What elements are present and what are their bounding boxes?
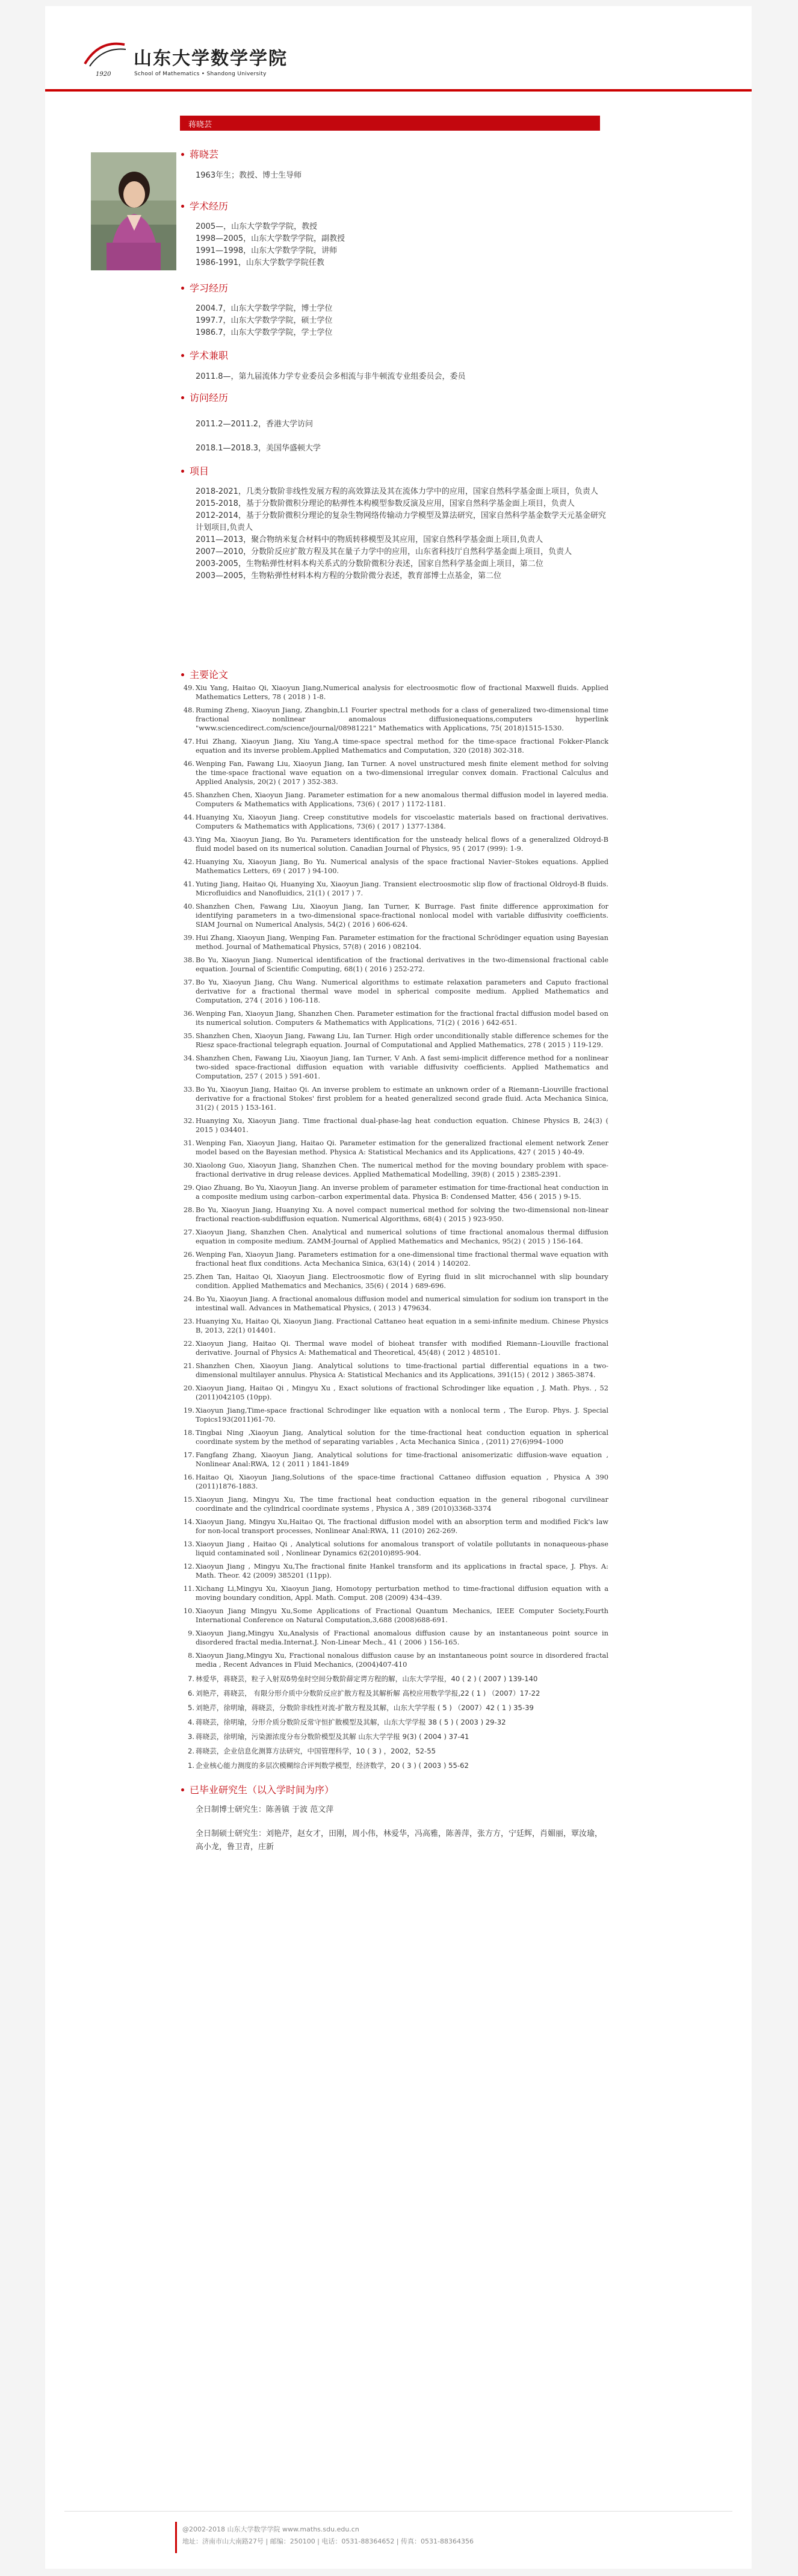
section-line: 1998—2005，山东大学数学学院，副教授 (196, 234, 345, 243)
paper-citation: Xiaoyun Jiang, Haitao Qi , Mingyu Xu , Exact solutions of fractional Schrodinger like equation , J. Math. Phys. , 52 (2011)042105 (10pp). (196, 1384, 608, 1401)
paper-citation: Xiaoyun Jiang,Mingyu Xu,Analysis of Fractional anomalous diffusion cause by an instantaneous point source in disordered fractal media.Internat.J. Non-Linear Mech., 41 ( 2006 ) 156-165. (196, 1629, 608, 1646)
paper-item (180, 1428, 608, 1446)
section-title: 主要论文 (180, 668, 608, 681)
school-emblem-icon (81, 36, 129, 84)
paper-number: 22. (183, 1339, 194, 1348)
section-title: 学术经历 (180, 200, 608, 213)
paper-item (180, 1116, 608, 1134)
paper-citation: Haitao Qi, Xiaoyun Jiang,Solutions of the space-time fractional Cattaneo diffusion equation , Physica A 390 (2011)1876-1883. (196, 1473, 608, 1490)
paper-number: 20. (183, 1384, 194, 1392)
paper-number: 21. (183, 1361, 194, 1370)
paper-citation: Bo Yu, Xiaoyun Jiang, Haitao Qi. An inverse problem to estimate an unknown order of a Riemann–Liouville fractional derivative for a fractional Stokes' first problem for a heated generalized second grade fluid. Acta Mechanica Sinica, 31(2) ( 2015 ) 153-161. (196, 1085, 608, 1112)
paper-item (180, 1161, 608, 1179)
section-line: 1997.7，山东大学数学学院，硕士学位 (196, 316, 333, 325)
section-title: 学术兼职 (180, 349, 608, 362)
paper-number: 13. (183, 1540, 194, 1548)
paper-item (180, 1747, 608, 1756)
paper-number: 10. (183, 1607, 194, 1615)
paper-item (180, 1517, 608, 1535)
section-title: 访问经历 (180, 391, 608, 404)
site-logo[interactable] (81, 36, 346, 84)
paper-citation: Shanzhen Chen, Xiaoyun Jiang, Fawang Liu, Ian Turner. High order unconditionally stable difference schemes for the Riesz space-fractional telegraph equation. Journal of Computational and Applied Mathematics, 278 ( 2015 ) 119-129. (196, 1031, 608, 1049)
paper-citation: Hui Zhang, Xiaoyun Jiang, Xiu Yang,A time-space spectral method for the time-space fractional Fokker-Planck equation and its inverse problem.Applied Mathematics and Computation, 320 (2018) 302-318. (196, 737, 608, 754)
paper-citation: Hui Zhang, Xiaoyun Jiang, Wenping Fan. Parameter estimation for the fractional Schrödinger equation using Bayesian method. Journal of Mathematical Physics, 57(8) ( 2016 ) 082104. (196, 933, 608, 951)
paper-citation: Xiaoyun Jiang, Shanzhen Chen. Analytical and numerical solutions of time fractional anomalous thermal diffusion equation in composite medium. ZAMM-Journal of Applied Mathematics and Mechanics, 95(2) ( 2015 ) 156-164. (196, 1228, 608, 1245)
paper-item (180, 933, 608, 951)
paper-citation: Bo Yu, Xiaoyun Jiang, Chu Wang. Numerical algorithms to estimate relaxation parameters and Caputo fractional derivative for a fractional thermal wave model in spherical composite medium. Applied Mathematics and Computation, 274 ( 2016 ) 106-118. (196, 978, 608, 1004)
paper-item (180, 902, 608, 929)
paper-item (180, 1206, 608, 1224)
paper-number: 8. (188, 1651, 194, 1660)
paper-citation: Wenping Fan, Xiaoyun Jiang, Haitao Qi. Parameter estimation for the generalized fractional element network Zener model based on the Bayesian method. Physica A: Statistical Mechanics and its Applications, 427 ( 2015 ) 40-49. (196, 1139, 608, 1156)
paper-number: 42. (183, 857, 194, 866)
section-work (180, 200, 608, 282)
paper-item (180, 1406, 608, 1424)
paper-number: 7. (187, 1675, 194, 1683)
portrait-image (91, 152, 176, 270)
profile-photo (91, 152, 176, 270)
paper-item (180, 1250, 608, 1268)
paper-citation: Xiaoyun Jiang, Mingyu Xu, The time fractional heat conduction equation in the general ribogonal curvilinear coordinate and the cylindrical coordinate systems , Physica A , 389 (2010)3368-3374 (196, 1495, 608, 1513)
paper-citation: Qiao Zhuang, Bo Yu, Xiaoyun Jiang. An inverse problem of parameter estimation for time-fractional heat conduction in a composite medium using carbon–carbon experimental data. Physica B: Condensed Matter, 456 ( 2015 ) 9-15. (196, 1183, 608, 1201)
paper-citation: 蒋晓芸，徐明瑜，污染源浓度分布分数阶模型及其解 山东大学学报 9(3) ( 2004 ) 37-41 (196, 1732, 469, 1741)
section-line: 2011.8—，第九届流体力学专业委员会多相流与非牛顿流专业组委员会，委员 (196, 372, 466, 381)
paper-item (180, 1629, 608, 1647)
paper-item (180, 1085, 608, 1112)
footer-accent-bar (175, 2522, 177, 2553)
section-education (180, 282, 608, 349)
section-line: 1963年生；教授、博士生导师 (196, 171, 302, 180)
paper-citation: Huanying Xu, Xiaoyun Jiang. Time fractional dual-phase-lag heat conduction equation. Chinese Physics B, 24(3) ( 2015 ) 034401. (196, 1116, 608, 1134)
paper-number: 48. (183, 706, 194, 714)
paper-number: 6. (187, 1689, 194, 1697)
paper-citation: Xichang Li,Mingyu Xu, Xiaoyun Jiang, Homotopy perturbation method to time-fractional diffusion equation with a moving boundary condition, Appl. Math. Comput. 208 (2009) 434–439. (196, 1584, 608, 1602)
logo-year: 1920 (96, 71, 111, 78)
section-projects (180, 465, 608, 668)
paper-item (180, 1473, 608, 1491)
paper-item (180, 978, 608, 1005)
phd-students: 全日制博士研究生：陈善镇 于波 范文萍 (196, 1805, 334, 1814)
paper-item (180, 1339, 608, 1357)
paper-citation: Xiaolong Guo, Xiaoyun Jiang, Shanzhen Chen. The numerical method for the moving boundary problem with space-fractional derivative in drug release devices. Applied Mathematical Modelling, 39(8) ( 2015 ) 2385-2391. (196, 1161, 608, 1178)
paper-item (180, 1031, 608, 1050)
paper-item (180, 1384, 608, 1402)
logo-title-en: School of Mathematics • Shandong University (134, 71, 267, 77)
footer-copyright: @2002-2018 山东大学数学学院 www.maths.sdu.edu.cn (182, 2525, 359, 2533)
paper-citation: Yuting Jiang, Haitao Qi, Huanying Xu, Xiaoyun Jiang. Transient electroosmotic slip flow of fractional Oldroyd-B fluids. Microfluidics and Nanofluidics, 21(1) ( 2017 ) 7. (196, 880, 608, 897)
section-papers (180, 668, 608, 1770)
paper-list (180, 683, 608, 1770)
footer-divider (64, 2511, 732, 2512)
paper-citation: Bo Yu, Xiaoyun Jiang. A fractional anomalous diffusion model and numerical simulation for sodium ion transport in the intestinal wall. Advances in Mathematical Physics, ( 2013 ) 479634. (196, 1295, 608, 1312)
paper-citation: Ying Ma, Xiaoyun Jiang, Bo Yu. Parameters identification for the unsteady helical flows of a generalized Oldroyd-B fluid model based on its numerical solution. Canadian Journal of Physics, 95 ( 2017 (999): 1-9. (196, 835, 608, 853)
paper-item (180, 835, 608, 853)
paper-number: 44. (183, 813, 194, 821)
paper-citation: 林爱华，蒋晓芸，粒子入射双δ势垒时空间分数阶薛定谔方程的解，山东大学学报，40 ( 2 ) ( 2007 ) 139-140 (196, 1675, 538, 1683)
page (45, 6, 752, 2569)
paper-item (180, 706, 608, 733)
section-line: 2011.2—2011.2，香港大学访问 (196, 420, 313, 429)
paper-number: 28. (183, 1206, 194, 1214)
section-line: 2018-2021，几类分数阶非线性发展方程的高效算法及其在流体力学中的应用，国家自然科学基金面上项目，负责人 (196, 487, 598, 496)
paper-item (180, 759, 608, 786)
section-visits (180, 391, 608, 465)
paper-citation: Xiaoyun Jiang, Haitao Qi. Thermal wave model of bioheat transfer with modified Riemann–Liouville fractional derivative. Journal of Physics A: Mathematical and Theoretical, 45(48) ( 2012 ) 485101. (196, 1339, 608, 1357)
paper-number: 24. (183, 1295, 194, 1303)
paper-number: 11. (183, 1584, 194, 1593)
paper-number: 37. (183, 978, 194, 986)
paper-number: 19. (183, 1406, 194, 1414)
paper-number: 33. (183, 1085, 194, 1094)
section-line: 1986.7，山东大学数学学院，学士学位 (196, 328, 333, 337)
paper-number: 39. (183, 933, 194, 942)
paper-item (180, 737, 608, 755)
paper-item (180, 956, 608, 974)
section-line: 1986-1991，山东大学数学学院任教 (196, 258, 324, 267)
paper-item (180, 1054, 608, 1081)
paper-number: 4. (187, 1718, 194, 1726)
section-line: 2011—2013，聚合物纳米复合材料中的物质转移模型及其应用，国家自然科学基金面上项目,负责人 (196, 535, 543, 544)
paper-item (180, 1495, 608, 1513)
section-students (180, 1784, 608, 1854)
paper-number: 18. (183, 1428, 194, 1437)
header-divider (45, 89, 752, 92)
paper-item (180, 1732, 608, 1741)
paper-citation: Tingbai Ning ,Xiaoyun Jiang, Analytical solution for the time-fractional heat conduction equation in spherical coordinate system by the method of separating variables , Acta Mechanica Sinica , (2011) 27(6)994–1000 (196, 1428, 608, 1446)
paper-number: 36. (183, 1009, 194, 1018)
paper-number: 25. (183, 1272, 194, 1281)
paper-item (180, 1272, 608, 1290)
paper-number: 40. (183, 902, 194, 910)
paper-number: 15. (183, 1495, 194, 1504)
paper-citation: Xiu Yang, Haitao Qi, Xiaoyun Jiang,Numerical analysis for electroosmotic flow of fractional Maxwell fluids. Applied Mathematics Letters, 78 ( 2018 ) 1-8. (196, 683, 608, 701)
section-line: 2003—2005，生物粘弹性材料本构方程的分数阶微分表述，教育部博士点基金，第二位 (196, 571, 502, 580)
paper-item (180, 1718, 608, 1727)
paper-citation: Xiaoyun Jiang , Haitao Qi , Analytical solutions for anomalous transport of volatile pollutants in nonaqueous-phase liquid contaminated soil , Nonlinear Dynamics 62(2010)895-904. (196, 1540, 608, 1557)
profile-content (180, 148, 608, 1854)
paper-item (180, 1361, 608, 1380)
paper-number: 9. (188, 1629, 194, 1637)
paper-citation: Xiaoyun Jiang,Time-space fractional Schrodinger like equation with a nonlocal term , The Europ. Phys. J. Special Topics193(2011)61-70. (196, 1406, 608, 1423)
paper-citation: Shanzhen Chen, Fawang Liu, Xiaoyun Jiang, Ian Turner, K Burrage. Fast finite difference approximation for identifying parameters in a two-dimensional space-fractional nonlocal model with variable diffusivity coefficients. SIAM Journal on Numerical Analysis, 54(2) ( 2016 ) 606-624. (196, 902, 608, 929)
section-line: 2018.1—2018.3，美国华盛顿大学 (196, 444, 321, 453)
paper-citation: Bo Yu, Xiaoyun Jiang, Huanying Xu. A novel compact numerical method for solving the two-dimensional non-linear fractional reaction-subdiffusion equation. Numerical Algorithms, 68(4) ( 2015 ) 923-950. (196, 1206, 608, 1223)
paper-number: 16. (183, 1473, 194, 1481)
section-line: 2004.7，山东大学数学学院，博士学位 (196, 304, 333, 313)
paper-number: 1. (187, 1761, 194, 1770)
section-line: 2007—2010，分数阶反应扩散方程及其在量子力学中的应用，山东省科技厅自然科学基金面上项目，负责人 (196, 547, 572, 556)
paper-citation: Shanzhen Chen, Fawang Liu, Xiaoyun Jiang, Ian Turner, V Anh. A fast semi-implicit difference method for a nonlinear two-sided space-fractional diffusion equation with variable diffusivity coefficients. Applied Mathematics and Computation, 257 ( 2015 ) 591-601. (196, 1054, 608, 1080)
paper-citation: Bo Yu, Xiaoyun Jiang. Numerical identification of the fractional derivatives in the two-dimensional fractional cable equation. Journal of Scientific Computing, 68(1) ( 2016 ) 252-272. (196, 956, 608, 973)
paper-item (180, 1295, 608, 1313)
paper-citation: 蒋晓芸，企业信息化测算方法研究，中国管理科学，10 ( 3 ) ，2002，52-55 (196, 1747, 436, 1755)
section-title: 项目 (180, 465, 608, 478)
paper-citation: Shanzhen Chen, Xiaoyun Jiang. Analytical solutions to time-fractional partial differential equations in a two-dimensional multilayer annulus. Physica A: Statistical Mechanics and its Applications, 391(15) ( 2012 ) 3865-3874. (196, 1361, 608, 1379)
paper-number: 38. (183, 956, 194, 964)
paper-number: 31. (183, 1139, 194, 1147)
paper-item (180, 1675, 608, 1684)
paper-citation: Xiaoyun Jiang , Mingyu Xu,The fractional finite Hankel transform and its applications in fractal space, J. Phys. A: Math. Theor. 42 (2009) 385201 (11pp). (196, 1562, 608, 1579)
paper-number: 45. (183, 791, 194, 799)
master-students: 全日制硕士研究生：刘艳芹，赵女才，田刚，周小伟，林爱华，冯高雅，陈善萍，张方方，宁廷辉，肖媚丽，覃汝瑜，高小龙，鲁卫青，庄新 (196, 1829, 603, 1852)
page-title: 蒋晓芸 (188, 120, 212, 129)
paper-number: 27. (183, 1228, 194, 1236)
paper-number: 46. (183, 759, 194, 768)
paper-number: 2. (187, 1747, 194, 1755)
paper-item (180, 1139, 608, 1157)
paper-citation: 刘艳芹，徐明瑜，蒋晓芸，分数阶非线性对流-扩散方程及其解，山东大学学报 ( 5 ) （2007）42 ( 1 ) 35-39 (196, 1703, 534, 1712)
paper-item (180, 1651, 608, 1669)
paper-citation: Fangfang Zhang, Xiaoyun Jiang, Analytical solutions for time-fractional anisomerizatic diffusion-wave equation , Nonlinear Anal:RWA, 12 ( 2011 ) 1841-1849 (196, 1451, 608, 1468)
paper-number: 3. (187, 1732, 194, 1741)
paper-citation: Xiaoyun Jiang, Mingyu Xu,Haitao Qi, The fractional diffusion model with an absorption term and modified Fick's law for non-local transport processes, Nonlinear Anal:RWA, 11 (2010) 262-269. (196, 1517, 608, 1535)
section-line: 2003-2005，生物粘弹性材料本构关系式的分数阶微积分表述，国家自然科学基金面上项目，第二位 (196, 559, 543, 568)
paper-item (180, 1703, 608, 1713)
paper-number: 17. (183, 1451, 194, 1459)
paper-item (180, 880, 608, 898)
paper-number: 5. (187, 1703, 194, 1712)
site-header (45, 6, 752, 90)
paper-item (180, 1451, 608, 1469)
paper-number: 47. (183, 737, 194, 745)
paper-item (180, 1562, 608, 1580)
paper-citation: Ruming Zheng, Xiaoyun Jiang, Zhangbin,L1 Fourier spectral methods for a class of generalized two-dimensional time fractional nonlinear anomalous diffusionequations,computers hyperlink "www.sciencedirect.com/science/journal/08981221" Mathematics with Applications, 75( 2018)1515-1530. (196, 706, 608, 732)
section-service (180, 349, 608, 391)
section-line: 2015-2018，基于分数阶微积分理论的粘弹性本构模型参数反演及应用，国家自然科学基金面上项目，负责人 (196, 499, 575, 508)
paper-citation: Wenping Fan, Fawang Liu, Xiaoyun Jiang, Ian Turner. A novel unstructured mesh finite element method for solving the time-space fractional wave equation on a two-dimensional irregular convex domain. Fractional Calculus and Applied Analysis, 20(2) ( 2017 ) 352-383. (196, 759, 608, 786)
paper-citation: Huanying Xu, Haitao Qi, Xiaoyun Jiang. Fractional Cattaneo heat equation in a semi-infinite medium. Chinese Physics B, 2013, 22(1) 014401. (196, 1317, 608, 1334)
paper-item (180, 1540, 608, 1558)
section-basic (180, 148, 608, 182)
section-line: 2012-2014，基于分数阶微积分理论的复杂生物网络传输动力学模型及算法研究，国家自然科学基金数学天元基金研究计划项目,负责人 (196, 511, 606, 532)
paper-item (180, 1584, 608, 1602)
section-title: 已毕业研究生（以入学时间为序） (180, 1784, 608, 1796)
section-line: 2005—，山东大学数学学院，教授 (196, 222, 318, 231)
paper-item (180, 857, 608, 876)
paper-number: 23. (183, 1317, 194, 1325)
paper-citation: Wenping Fan, Xiaoyun Jiang. Parameters estimation for a one-dimensional time fractional thermal wave equation with fractional heat flux conditions. Acta Mechanica Sinica, 63(14) ( 2014 ) 140202. (196, 1250, 608, 1268)
paper-item (180, 1607, 608, 1625)
paper-number: 30. (183, 1161, 194, 1169)
section-title: 学习经历 (180, 282, 608, 294)
paper-citation: Xiaoyun Jiang,Mingyu Xu, Fractional nonalous diffusion cause by an instantaneous point source in disordered fractal media , Recent Advances in Fluid Mechanics, (2004)407-410 (196, 1651, 608, 1669)
paper-number: 35. (183, 1031, 194, 1040)
name-title-bar (180, 116, 600, 131)
paper-number: 26. (183, 1250, 194, 1258)
paper-item (180, 683, 608, 702)
section-line: 1991—1998，山东大学数学学院，讲师 (196, 246, 338, 255)
paper-citation: Xiaoyun Jiang Mingyu Xu,Some Applications of Fractional Quantum Mechanics, IEEE Computer Society,Fourth International Conference on Natural Computation,3,688 (2008)688-691. (196, 1607, 608, 1624)
paper-number: 34. (183, 1054, 194, 1062)
paper-item (180, 1689, 608, 1698)
paper-citation: Huanying Xu, Xiaoyun Jiang, Bo Yu. Numerical analysis of the space fractional Navier–Stokes equations. Applied Mathematics Letters, 69 ( 2017 ) 94-100. (196, 857, 608, 875)
paper-item (180, 1228, 608, 1246)
paper-citation: Wenping Fan, Xiaoyun Jiang, Shanzhen Chen. Parameter estimation for the fractional fractal diffusion model based on its numerical solution. Computers & Mathematics with Applications, 71(2) ( 2016 ) 642-651. (196, 1009, 608, 1027)
paper-number: 14. (183, 1517, 194, 1526)
paper-item (180, 1009, 608, 1027)
paper-number: 32. (183, 1116, 194, 1125)
paper-number: 12. (183, 1562, 194, 1570)
paper-item (180, 813, 608, 831)
paper-item (180, 1317, 608, 1335)
logo-title-cn: 山东大学数学学院 (134, 48, 288, 69)
paper-number: 41. (183, 880, 194, 888)
paper-number: 29. (183, 1183, 194, 1192)
paper-citation: 刘艳芹，蒋晓芸， 有限分形介质中分数阶反应扩散方程及其解析解 高校应用数学学报,22 ( 1 ) （2007）17-22 (196, 1689, 540, 1697)
section-title: 蒋晓芸 (180, 148, 608, 161)
paper-item (180, 1761, 608, 1770)
paper-citation: Zhen Tan, Haitao Qi, Xiaoyun Jiang. Electroosmotic flow of Eyring fluid in slit microchannel with slip boundary condition. Applied Mathematics and Mechanics, 35(6) ( 2014 ) 689-696. (196, 1272, 608, 1290)
paper-citation: Shanzhen Chen, Xiaoyun Jiang. Parameter estimation for a new anomalous thermal diffusion model in layered media. Computers & Mathematics with Applications, 73(6) ( 2017 ) 1172-1181. (196, 791, 608, 808)
paper-citation: 蒋晓芸，徐明瑜，分形介质分数阶反常守恒扩散模型及其解，山东大学学报 38 ( 5 ) ( 2003 ) 29-32 (196, 1718, 506, 1726)
site-footer (45, 2511, 752, 2569)
paper-item (180, 1183, 608, 1201)
footer-contact: 地址：济南市山大南路27号 | 邮编：250100 | 电话：0531-88364652 | 传真：0531-88364356 (182, 2537, 474, 2545)
paper-citation: 企业核心能力测度的多层次模糊综合评判数学模型，经济数学，20 ( 3 ) ( 2003 ) 55-62 (196, 1761, 469, 1770)
paper-item (180, 791, 608, 809)
paper-citation: Huanying Xu, Xiaoyun Jiang. Creep constitutive models for viscoelastic materials based on fractional derivatives. Computers & Mathematics with Applications, 73(6) ( 2017 ) 1377-1384. (196, 813, 608, 830)
paper-number: 49. (183, 683, 194, 692)
paper-number: 43. (183, 835, 194, 844)
